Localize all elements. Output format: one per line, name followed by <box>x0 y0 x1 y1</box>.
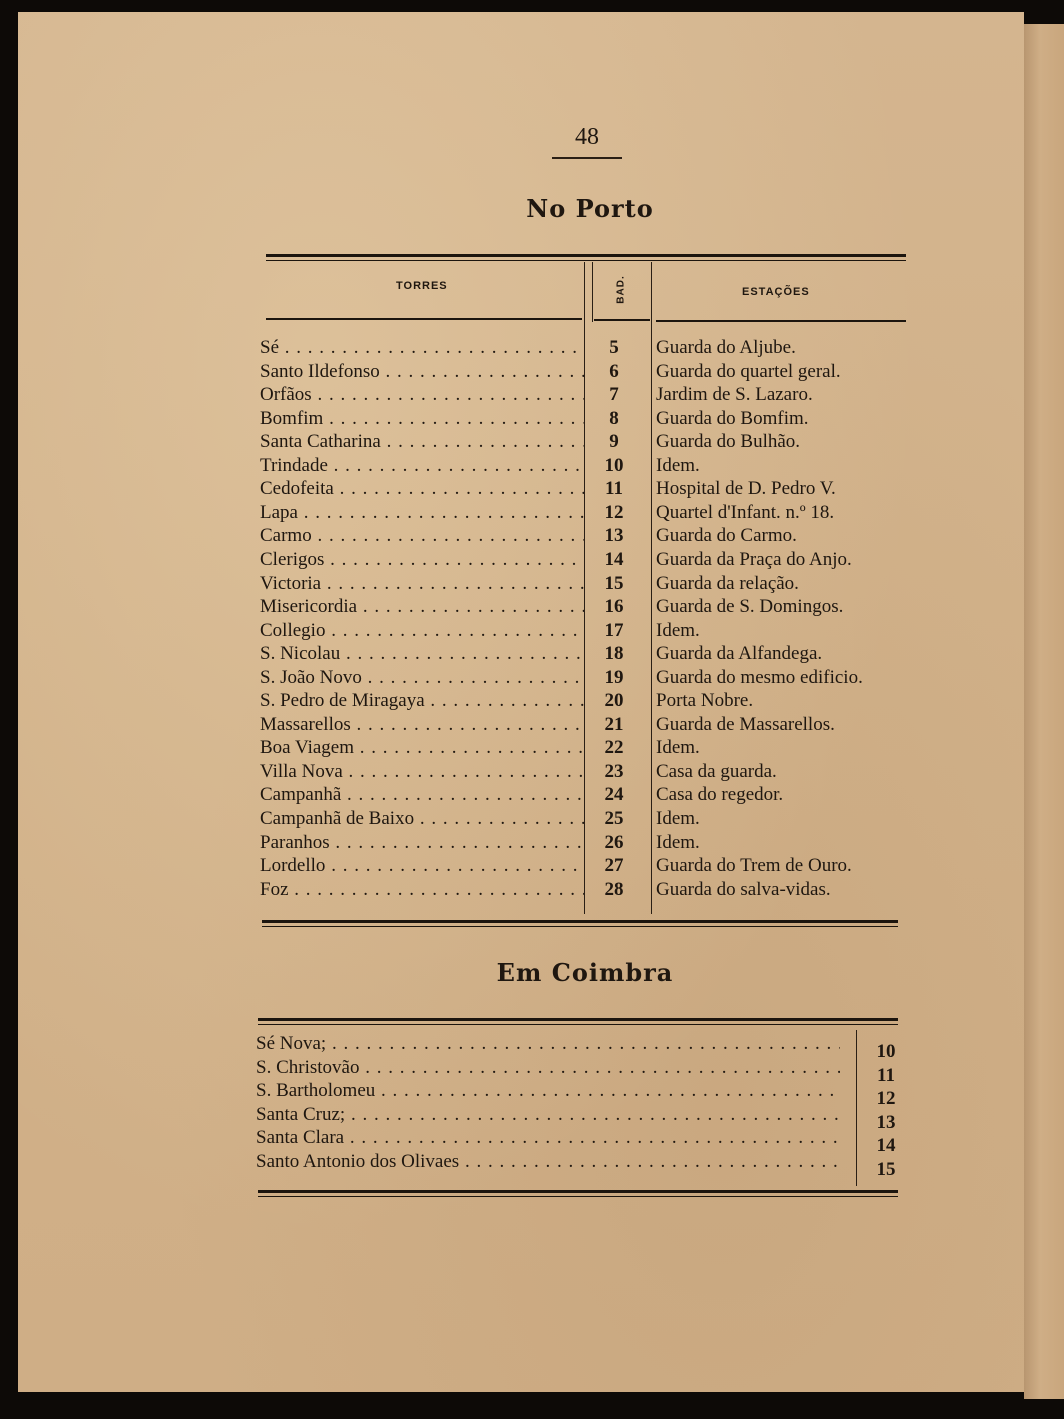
table-row <box>256 1103 896 1133</box>
station-name: Casa da guarda. <box>656 760 777 782</box>
tower-name: Collegio . . . <box>260 619 584 643</box>
tower-name: Massarellos . . . <box>260 713 584 737</box>
station-name: Guarda do Bulhão. <box>656 431 801 453</box>
bad-number: 25 <box>604 808 624 829</box>
tower-name: Santa Cruz; . . . <box>256 1103 840 1127</box>
tower-name: S. Nicolau . . . <box>260 642 584 666</box>
table-row <box>260 524 910 548</box>
tower-name: Santo Antonio dos Olivaes . . . <box>256 1150 840 1174</box>
table-row <box>260 713 910 737</box>
coimbra-bottom-rule <box>258 1190 898 1193</box>
tower-name: Lordello . . . <box>260 854 584 878</box>
table-row <box>260 572 910 596</box>
tower-name: Misericordia . . . <box>260 595 584 619</box>
station-name: Idem. <box>656 619 700 641</box>
bad-number: 23 <box>604 760 624 782</box>
bad-number: 18 <box>604 643 624 665</box>
page-number-underline <box>552 157 622 159</box>
bad-number: 12 <box>604 501 624 523</box>
porto-header-rule-left <box>266 318 582 320</box>
coimbra-top-rule-thin <box>258 1024 898 1025</box>
porto-header-rule-right <box>656 320 906 322</box>
porto-divider-2 <box>592 262 593 322</box>
station-name: Jardim de S. Lazaro. <box>656 384 813 406</box>
table-row <box>260 336 910 360</box>
table-row <box>256 1032 896 1062</box>
table-row <box>256 1056 896 1086</box>
bad-number: 9 <box>609 431 619 453</box>
tower-name: S. Christovão . . . <box>256 1056 840 1080</box>
table-row <box>256 1126 896 1157</box>
table-row <box>260 642 910 666</box>
table-row <box>260 548 910 572</box>
tower-name: S. Bartholomeu . . . <box>256 1079 840 1103</box>
station-name: Guarda do Trem de Ouro. <box>656 855 852 877</box>
porto-top-rule <box>266 254 906 257</box>
bad-number: 17 <box>604 619 624 641</box>
bad-number: 24 <box>604 784 624 806</box>
bad-number: 27 <box>604 855 624 877</box>
bad-number: 19 <box>604 666 624 688</box>
tower-name: Villa Nova . . . <box>260 760 584 784</box>
header-bad-label: BAD. <box>615 274 627 304</box>
tower-name: Paranhos . . . <box>260 831 584 855</box>
tower-name: Santo Ildefonso . . . <box>260 360 584 384</box>
header-estacoes: ESTAÇÕES <box>742 286 810 298</box>
station-name: Guarda de S. Domingos. <box>656 596 844 618</box>
bad-number: 15 <box>876 1159 896 1180</box>
bad-number: 11 <box>877 1064 895 1086</box>
header-bad <box>610 262 632 316</box>
tower-name: S. Pedro de Miragaya . . . <box>260 689 584 713</box>
bad-number: 5 <box>609 337 619 358</box>
table-row <box>260 736 910 760</box>
station-name: Guarda do salva-vidas. <box>656 878 831 900</box>
station-name: Guarda do Bomfim. <box>656 407 809 429</box>
bad-number: 8 <box>609 407 619 429</box>
station-name: Guarda do mesmo edificio. <box>656 666 863 688</box>
station-name: Guarda da Praça do Anjo. <box>656 548 852 570</box>
section-title-coimbra: Em Coimbra <box>496 958 674 987</box>
table-row <box>260 783 910 807</box>
bad-number: 10 <box>604 454 624 476</box>
bad-number: 16 <box>604 596 624 618</box>
table-row <box>260 666 910 690</box>
tower-name: Boa Viagem . . . <box>260 736 584 760</box>
station-name: Guarda do quartel geral. <box>656 360 841 382</box>
bad-number: 26 <box>604 831 624 853</box>
bad-number: 13 <box>604 525 624 547</box>
station-name: Idem. <box>656 454 700 476</box>
table-row <box>260 689 910 713</box>
station-name: Guarda da relação. <box>656 572 799 594</box>
bad-number: 22 <box>604 737 624 759</box>
coimbra-top-rule <box>258 1018 898 1021</box>
station-name: Guarda de Massarellos. <box>656 713 835 735</box>
tower-name: Sé Nova; . . . <box>256 1032 840 1056</box>
tower-name: Foz . . . <box>260 878 584 902</box>
table-row <box>260 477 910 501</box>
station-name: Idem. <box>656 831 700 853</box>
table-row <box>260 831 910 855</box>
tower-name: Orfãos . . . <box>260 383 584 407</box>
tower-name: Bomfim . . . <box>260 407 584 431</box>
header-torres: TORRES <box>396 280 448 292</box>
table-row <box>256 1150 896 1180</box>
table-row <box>256 1079 896 1110</box>
table-row <box>260 878 910 902</box>
station-name: Guarda do Carmo. <box>656 525 797 547</box>
table-row <box>260 854 910 878</box>
table-row <box>260 760 910 784</box>
station-name: Guarda da Alfandega. <box>656 643 823 665</box>
porto-bottom-rule-thin <box>262 926 898 927</box>
tower-name: Santa Catharina . . . <box>260 430 584 454</box>
adjacent-page-edge <box>1024 24 1064 1399</box>
table-row <box>260 430 910 454</box>
table-row <box>260 595 910 619</box>
bad-number: 20 <box>604 690 624 712</box>
tower-name: Cedofeita . . . <box>260 477 584 501</box>
tower-name: Sé . . . <box>260 336 584 360</box>
table-row <box>260 807 910 831</box>
station-name: Idem. <box>656 737 700 759</box>
tower-name: Victoria . . . <box>260 572 584 596</box>
tower-name: Trindade . . . <box>260 454 584 478</box>
table-row <box>260 454 910 478</box>
table-row <box>260 619 910 643</box>
station-name: Quartel d'Infant. n.º 18. <box>656 501 835 523</box>
table-row <box>260 360 910 384</box>
tower-name: Santa Clara . . . <box>256 1126 840 1150</box>
tower-name: Campanhã . . . <box>260 783 584 807</box>
station-name: Idem. <box>656 808 700 829</box>
bad-number: 28 <box>604 878 624 900</box>
bad-number: 12 <box>876 1088 896 1110</box>
station-name: Hospital de D. Pedro V. <box>656 478 836 500</box>
bad-number: 14 <box>876 1135 896 1157</box>
tower-name: Clerigos . . . <box>260 548 584 572</box>
porto-top-rule-thin <box>266 260 906 261</box>
porto-bottom-rule <box>262 920 898 923</box>
bad-number: 10 <box>876 1041 896 1062</box>
bad-number: 13 <box>876 1111 896 1133</box>
tower-name: Campanhã de Baixo . . . <box>260 807 584 831</box>
bad-number: 6 <box>609 360 619 382</box>
tower-name: Lapa . . . <box>260 501 584 525</box>
coimbra-bottom-rule-thin <box>258 1196 898 1197</box>
tower-name: S. João Novo . . . <box>260 666 584 690</box>
bad-number: 7 <box>609 384 619 406</box>
station-name: Porta Nobre. <box>656 690 754 712</box>
table-row <box>260 383 910 407</box>
bad-number: 11 <box>605 478 623 500</box>
station-name: Casa do regedor. <box>656 784 784 806</box>
bad-number: 14 <box>604 548 624 570</box>
tower-name: Carmo . . . <box>260 524 584 548</box>
porto-header-rule-mid <box>594 319 650 321</box>
section-title-porto: No Porto <box>526 194 654 223</box>
page-number: 48 <box>575 124 599 150</box>
table-row <box>260 501 910 525</box>
table-row <box>260 407 910 431</box>
station-name: Guarda do Aljube. <box>656 337 796 358</box>
bad-number: 15 <box>604 572 624 594</box>
bad-number: 21 <box>604 713 624 735</box>
